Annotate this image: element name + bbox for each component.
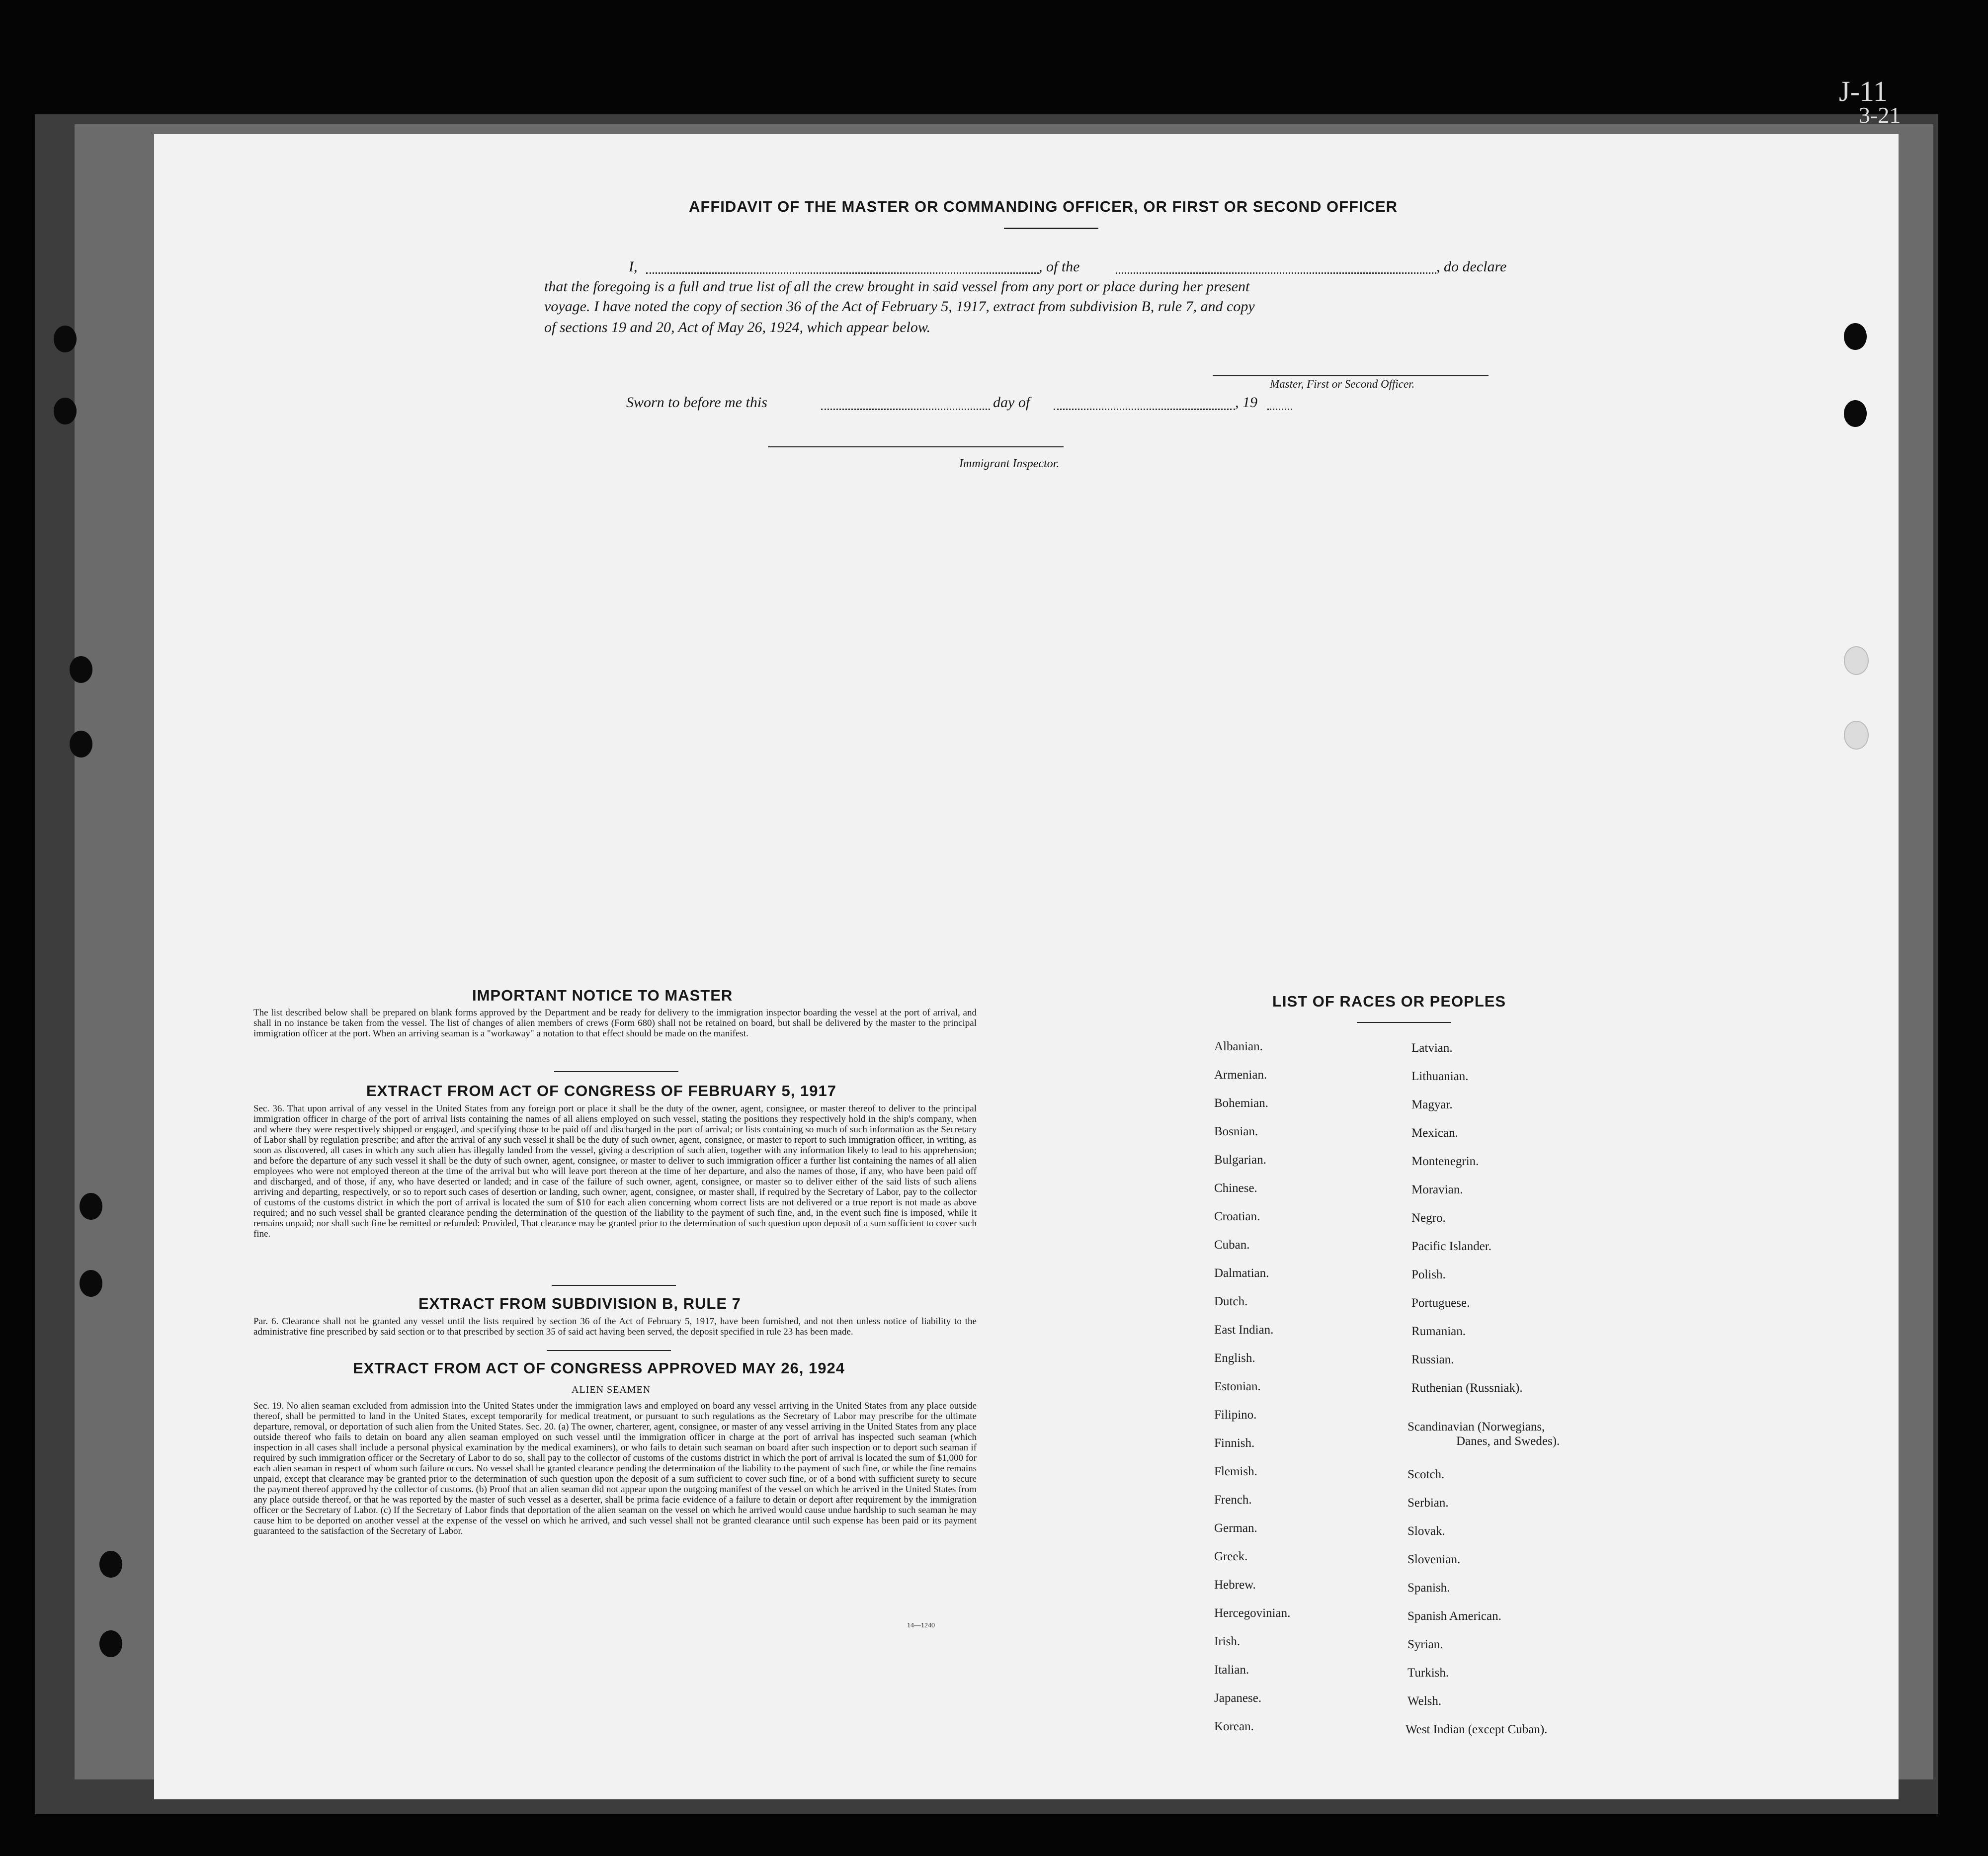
race-item: English.: [1214, 1351, 1255, 1365]
race-item: Slovenian.: [1408, 1553, 1461, 1566]
binder-hole: [1844, 721, 1869, 750]
inspector-signature-line[interactable]: [768, 446, 1064, 447]
binder-hole: [70, 656, 92, 683]
race-item: Ruthenian (Russniak).: [1411, 1381, 1523, 1395]
alien-seamen-heading: ALIEN SEAMEN: [572, 1384, 651, 1395]
extract-1924-text: Sec. 19. No alien seaman excluded from admission into the United States under the immigration laws and employed on board any vessel arriving in the United States from any place outside thereof, shall be permitted to land in the United States, except temporarily for medical treatment, or pursuant to such regulations as the Secretary of Labor may prescribe for the ultimate departure, removal, or deportation of such alien from the United States. Sec. 20. (a) The owner, charterer, agent, consignee, or master of any vessel arriving in the United States from any place outside thereof who fails to detain on board any alien seaman employed on such vessel until the immigration officer in charge at the port of arrival has inspected such seaman (which inspection in all cases shall include a personal physical examination by the medical examiners), or who fails to detain such seaman on board after such inspection or to deport such seaman if required by such immigration officer or the Secretary of Labor to do so, shall pay to the collector of customs of the customs district in which the port of arrival is located the sum of $1,000 for each alien seaman in respect of whom such failure occurs. No vessel shall be granted clearance pending the determination of the liability to the payment of such fine, or while the fine remains unpaid, except that clearance may be granted prior to the determination of such question upon the deposit of a sum sufficient to cover such fine, or of a bond with sufficient surety to secure the payment thereof approved by the collector of customs. (b) Proof that an alien seaman did not appear upon the outgoing manifest of the vessel on which he arrived in the United States from any place outside thereof, or that he was reported by the master of such vessel as a deserter, shall be prima facie evidence of a failure to detain or deport after requirement by the immigration officer or the Secretary of Labor. (c) If the Secretary of Labor finds that deportation of the alien seaman on the vessel on which he arrived would cause undue hardship to such seaman he may cause him to be deported on another vessel at the expense of the vessel on which he arrived, and such vessel shall not be granted clearance until such expense has been paid or its payment guaranteed to the satisfaction of the Secretary of Labor.: [253, 1401, 977, 1536]
affidavit-line: that the foregoing is a full and true list of all the crew brought in said vessel from any port or place during her present: [544, 278, 1250, 295]
binder-hole: [54, 326, 77, 352]
races-divider: [1357, 1022, 1451, 1023]
sworn-day-field[interactable]: [821, 409, 990, 410]
notice-text: The list described below shall be prepared on blank forms approved by the Department and be ready for delivery to the immigration inspector boarding the vessel at the port of arrival, and shall in no instance be taken from the vessel. The list of changes of alien members of crews (Form 680) shall not be retained on board, but shall be delivered by the master to the principal immigration officer at the port. When an arriving seaman is a "workaway" a notation to that effect should be made on the manifest.: [253, 1008, 977, 1039]
handwritten-mark: J-11: [1839, 75, 1888, 107]
race-item: Italian.: [1214, 1663, 1249, 1677]
binder-hole: [1844, 646, 1869, 675]
year-label: , 19: [1235, 394, 1257, 411]
race-item: Lithuanian.: [1411, 1070, 1469, 1083]
race-item: Bohemian.: [1214, 1097, 1269, 1110]
extract-1924-title: EXTRACT FROM ACT OF CONGRESS APPROVED MAY 26, 1924: [353, 1359, 845, 1377]
notice-title: IMPORTANT NOTICE TO MASTER: [472, 987, 733, 1004]
inspector-caption: Immigrant Inspector.: [959, 457, 1060, 470]
race-item: Montenegrin.: [1411, 1155, 1479, 1168]
sworn-year-field[interactable]: [1267, 409, 1292, 410]
race-item: Filipino.: [1214, 1408, 1257, 1422]
race-item: Pacific Islander.: [1411, 1240, 1492, 1253]
race-item: Latvian.: [1411, 1041, 1453, 1055]
declarant-name-field[interactable]: [646, 272, 1039, 274]
race-item: German.: [1214, 1521, 1257, 1535]
race-item: Japanese.: [1214, 1691, 1262, 1705]
race-item: Albanian.: [1214, 1040, 1263, 1053]
binder-hole: [99, 1551, 122, 1578]
race-item: Syrian.: [1408, 1638, 1443, 1651]
race-item: Serbian.: [1408, 1496, 1449, 1510]
declare-label: , do declare: [1436, 258, 1507, 275]
race-item: Turkish.: [1408, 1666, 1449, 1680]
binder-hole: [54, 398, 77, 424]
title-divider: [1004, 228, 1098, 229]
race-item: Cuban.: [1214, 1238, 1250, 1252]
race-item: East Indian.: [1214, 1323, 1274, 1337]
race-item: Greek.: [1214, 1550, 1248, 1563]
race-item: Hebrew.: [1214, 1578, 1256, 1592]
binder-hole: [99, 1630, 122, 1657]
declarant-label: I,: [629, 258, 638, 275]
race-item: Irish.: [1214, 1635, 1241, 1648]
race-item: West Indian (except Cuban).: [1406, 1723, 1548, 1736]
form-page: [154, 134, 1899, 1799]
race-item: Rumanian.: [1411, 1325, 1466, 1338]
affidavit-title: AFFIDAVIT OF THE MASTER OR COMMANDING OFFICER, OR FIRST OR SECOND OFFICER: [689, 198, 1398, 215]
race-item: Dalmatian.: [1214, 1266, 1269, 1280]
affidavit-line: voyage. I have noted the copy of section 36 of the Act of February 5, 1917, extract from subdivision B, rule 7, and copy: [544, 298, 1255, 315]
race-item: Finnish.: [1214, 1436, 1255, 1450]
race-item: Portuguese.: [1411, 1296, 1470, 1310]
race-item: Scandinavian (Norwegians,: [1408, 1420, 1545, 1434]
race-item: Polish.: [1411, 1268, 1446, 1281]
race-item: Negro.: [1411, 1211, 1446, 1225]
sworn-label: Sworn to before me this: [626, 394, 767, 411]
handwritten-mark: 3-21: [1859, 102, 1901, 128]
day-of-label: day of: [993, 394, 1030, 411]
signature-line[interactable]: [1213, 375, 1489, 376]
race-item: Bulgarian.: [1214, 1153, 1266, 1167]
race-item: Chinese.: [1214, 1181, 1257, 1195]
sworn-month-field[interactable]: [1054, 409, 1235, 410]
section-divider: [554, 1071, 678, 1072]
races-title: LIST OF RACES OR PEOPLES: [1272, 993, 1506, 1010]
vessel-name-field[interactable]: [1116, 272, 1436, 274]
affidavit-line: of sections 19 and 20, Act of May 26, 1924, which appear below.: [544, 319, 931, 336]
extract-1917-text: Sec. 36. That upon arrival of any vessel in the United States from any foreign port or place it shall be the duty of the owner, agent, consignee, or master thereof to deliver to the principal immigration officer in charge of the port of arrival lists containing the names of all aliens employed on such vessel, stating the positions they respectively hold in the ship's company, when and where they were respectively shipped or engaged, and specifying those to be paid off and discharged in the port of arrival; or lists containing so much of such information as the Secretary of Labor shall by regulation prescribe; and after the arrival of any such vessel it shall be the duty of such owner, agent, consignee, or master to report to such immigration officer, in writing, as soon as discovered, all cases in which any such alien has illegally landed from the vessel, giving a description of such alien, together with any information likely to lead to his apprehension; and before the departure of any such vessel it shall be the duty of such owner, agent, consignee, or master to deliver to such immigration officer a further list containing the names of all alien employees who were not employed thereon at the time of the arrival but who will leave port thereon at the time of her departure, and also the names of those, if any, who have been paid off and discharged, and of those, if any, who have deserted or landed; and in case of the failure of such owner, agent, consignee, or master so to deliver either of the said lists of such aliens arriving and departing, respectively, or so to report such cases of desertion or landing, such owner, agent, consignee, or master shall, if required by the Secretary of Labor, pay to the collector of customs of the customs district in which the port of arrival is located the sum of $10 for each alien concerning whom correct lists are not delivered or a true report is not made as above required; and no such vessel shall be granted clearance pending the determination of the question of the liability to the payment of such fine, and, in the event such fine is imposed, while it remains unpaid; nor shall such fine be remitted or refunded: Provided, That clearance may be granted prior to the determination of such question upon deposit of a sum sufficient to cover such fine.: [253, 1103, 977, 1239]
subdivision-text: Par. 6. Clearance shall not be granted any vessel until the lists required by section 36 of the Act of February 5, 1917, have been furnished, and not then unless notice of liability to the administrative fine prescribed by said section or to that prescribed by section 35 of said act having been served, the deposit specified in rule 23 has been made.: [253, 1316, 977, 1337]
section-divider: [552, 1285, 676, 1286]
binder-hole: [80, 1270, 102, 1297]
race-item: Russian.: [1411, 1353, 1454, 1366]
race-item: Magyar.: [1411, 1098, 1453, 1111]
race-item-continuation: Danes, and Swedes).: [1456, 1434, 1560, 1448]
race-item: Armenian.: [1214, 1068, 1267, 1082]
subdivision-title: EXTRACT FROM SUBDIVISION B, RULE 7: [418, 1295, 741, 1312]
binder-hole: [1844, 323, 1867, 350]
race-item: Slovak.: [1408, 1524, 1445, 1538]
binder-hole: [80, 1193, 102, 1220]
race-item: French.: [1214, 1493, 1252, 1507]
race-item: Welsh.: [1408, 1694, 1442, 1708]
race-item: Croatian.: [1214, 1210, 1260, 1223]
binder-hole: [70, 731, 92, 758]
race-item: Mexican.: [1411, 1126, 1458, 1140]
race-item: Dutch.: [1214, 1295, 1248, 1308]
race-item: Spanish.: [1408, 1581, 1450, 1595]
section-divider: [547, 1350, 671, 1351]
race-item: Moravian.: [1411, 1183, 1463, 1196]
form-number: 14—1240: [907, 1622, 935, 1629]
race-item: Flemish.: [1214, 1465, 1257, 1478]
binder-hole: [1844, 400, 1867, 427]
vessel-label: , of the: [1039, 258, 1080, 275]
race-item: Bosnian.: [1214, 1125, 1258, 1138]
signature-caption: Master, First or Second Officer.: [1270, 378, 1415, 390]
race-item: Spanish American.: [1408, 1609, 1501, 1623]
race-item: Scotch.: [1408, 1468, 1445, 1481]
race-item: Korean.: [1214, 1720, 1254, 1733]
extract-1917-title: EXTRACT FROM ACT OF CONGRESS OF FEBRUARY 5, 1917: [366, 1082, 836, 1099]
race-item: Estonian.: [1214, 1380, 1261, 1393]
race-item: Hercegovinian.: [1214, 1606, 1291, 1620]
